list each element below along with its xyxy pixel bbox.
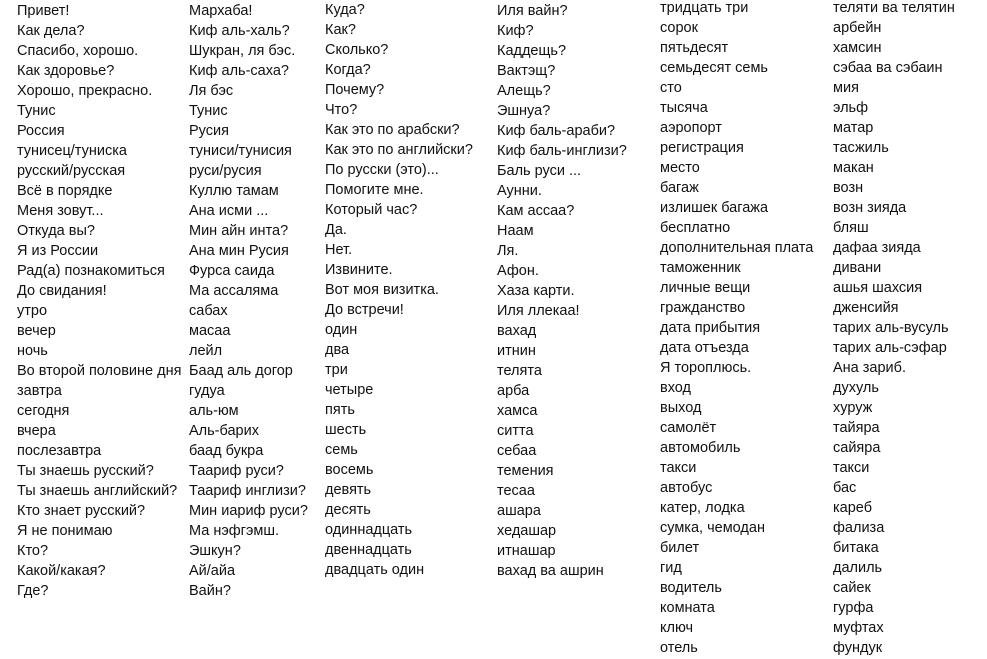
phrase-entry: вечер	[17, 323, 56, 339]
phrase-entry: Фурса саида	[189, 263, 275, 279]
phrase-entry: Ма нэфгэмш.	[189, 523, 279, 539]
phrase-column-russian-travel	[660, 0, 813, 658]
phrase-entry: Ана зариб.	[833, 360, 906, 376]
phrase-entry: По русски (это)...	[325, 162, 439, 178]
phrase-entry: кареб	[833, 500, 872, 516]
phrase-entry: сабах	[189, 303, 228, 319]
phrase-entry: дафаа зияда	[833, 240, 921, 256]
phrase-entry: Извините.	[325, 262, 393, 278]
phrase-entry: дата отъезда	[660, 340, 749, 356]
phrase-entry: автобус	[660, 480, 713, 496]
phrase-entry: темения	[497, 463, 554, 479]
phrase-entry: такси	[833, 460, 870, 476]
phrase-entry: Как?	[325, 22, 356, 38]
phrase-entry: Всё в порядке	[17, 183, 113, 199]
phrase-entry: два	[325, 342, 350, 358]
phrase-entry: ашара	[497, 503, 541, 519]
phrase-entry: девять	[325, 482, 372, 498]
phrase-entry: ашья шахсия	[833, 280, 923, 296]
phrase-entry: Как здоровье?	[17, 63, 115, 79]
phrase-entry: Спасибо, хорошо.	[17, 43, 139, 59]
phrase-entry: Киф баль-араби?	[497, 123, 616, 139]
phrase-entry: Россия	[17, 123, 65, 139]
phrase-entry: баад букра	[189, 443, 264, 459]
phrase-entry: Хорошо, прекрасно.	[17, 83, 153, 99]
phrase-entry: Ты знаешь английский?	[17, 483, 178, 499]
phrase-entry: Хаза карти.	[497, 283, 575, 299]
phrase-entry: Таариф руси?	[189, 463, 284, 479]
phrase-entry: Где?	[17, 583, 49, 599]
phrase-entry: Киф?	[497, 23, 534, 39]
phrase-entry: сорок	[660, 20, 698, 36]
phrase-entry: таможенник	[660, 260, 741, 276]
phrase-entry: семь	[325, 442, 358, 458]
phrase-entry: Баль руси ...	[497, 163, 582, 179]
phrase-entry: пять	[325, 402, 355, 418]
phrase-entry: хамсин	[833, 40, 882, 56]
phrase-entry: Мин айн инта?	[189, 223, 289, 239]
phrase-entry: бляш	[833, 220, 869, 236]
phrase-column-arabic-travel	[833, 0, 955, 658]
phrase-entry: Мин иариф руси?	[189, 503, 308, 519]
phrase-entry: Почему?	[325, 82, 385, 98]
phrase-entry: Ана мин Русия	[189, 243, 289, 259]
phrase-entry: фализа	[833, 520, 885, 536]
phrase-entry: Как это по арабски?	[325, 122, 460, 138]
phrase-entry: До встречи!	[325, 302, 404, 318]
phrase-entry: Кто?	[17, 543, 49, 559]
phrase-entry: сумка, чемодан	[660, 520, 765, 536]
phrase-entry: Афон.	[497, 263, 539, 279]
phrase-entry: Когда?	[325, 62, 371, 78]
phrase-column-russian-greetings	[17, 1, 181, 601]
phrase-entry: Откуда вы?	[17, 223, 95, 239]
phrase-entry: восемь	[325, 462, 374, 478]
phrase-entry: муфтах	[833, 620, 884, 636]
phrase-entry: Привет!	[17, 3, 70, 19]
phrase-entry: катер, лодка	[660, 500, 745, 516]
phrase-entry: итнашар	[497, 543, 556, 559]
phrase-entry: Да.	[325, 222, 347, 238]
phrase-entry: билет	[660, 540, 700, 556]
phrase-entry: лейл	[189, 343, 223, 359]
phrase-entry: Ана исми ...	[189, 203, 269, 219]
phrase-entry: гурфа	[833, 600, 874, 616]
phrase-entry: Нет.	[325, 242, 353, 258]
phrase-entry: макан	[833, 160, 874, 176]
phrase-entry: тасжиль	[833, 140, 889, 156]
phrase-entry: двеннадцать	[325, 542, 412, 558]
phrase-entry: семьдесят семь	[660, 60, 768, 76]
phrase-entry: ситта	[497, 423, 534, 439]
phrase-entry: Ты знаешь русский?	[17, 463, 154, 479]
phrase-entry: Таариф инглизи?	[189, 483, 306, 499]
phrase-entry: шесть	[325, 422, 367, 438]
phrase-column-arabic-questions-numbers	[497, 1, 627, 581]
phrase-entry: место	[660, 160, 700, 176]
phrase-entry: Аунни.	[497, 183, 542, 199]
phrase-entry: Кам ассаа?	[497, 203, 575, 219]
phrase-entry: три	[325, 362, 348, 378]
phrase-entry: багаж	[660, 180, 699, 196]
phrase-entry: водитель	[660, 580, 722, 596]
phrase-entry: комната	[660, 600, 715, 616]
phrase-entry: Эшнуа?	[497, 103, 551, 119]
phrase-entry: Сколько?	[325, 42, 389, 58]
phrase-entry: сэбаа ва сэбаин	[833, 60, 943, 76]
phrase-entry: вчера	[17, 423, 56, 439]
phrase-entry: утро	[17, 303, 48, 319]
phrase-entry: хамса	[497, 403, 538, 419]
phrase-entry: гудуа	[189, 383, 225, 399]
phrase-entry: мия	[833, 80, 859, 96]
phrase-entry: Что?	[325, 102, 358, 118]
phrase-entry: тысяча	[660, 100, 708, 116]
phrase-entry: Как дела?	[17, 23, 85, 39]
phrase-entry: одиннадцать	[325, 522, 413, 538]
phrase-entry: Тунис	[189, 103, 228, 119]
phrase-entry: завтра	[17, 383, 62, 399]
phrase-entry: Наам	[497, 223, 534, 239]
phrase-entry: аль-юм	[189, 403, 239, 419]
phrase-entry: туниси/тунисия	[189, 143, 292, 159]
phrase-entry: отель	[660, 640, 698, 656]
phrase-entry: Во второй половине дня	[17, 363, 182, 379]
phrase-entry: один	[325, 322, 358, 338]
phrase-entry: Какой/какая?	[17, 563, 106, 579]
phrase-entry: дополнительная плата	[660, 240, 814, 256]
phrase-entry: такси	[660, 460, 697, 476]
phrase-entry: Куда?	[325, 2, 365, 18]
phrase-entry: самолёт	[660, 420, 717, 436]
phrase-entry: Эшкун?	[189, 543, 241, 559]
phrase-entry: аэропорт	[660, 120, 722, 136]
phrase-entry: Вайн?	[189, 583, 231, 599]
phrase-entry: телята	[497, 363, 542, 379]
phrase-entry: Меня зовут...	[17, 203, 104, 219]
phrase-entry: возн зияда	[833, 200, 907, 216]
phrase-entry: послезавтра	[17, 443, 102, 459]
phrase-entry: дженсийя	[833, 300, 899, 316]
phrase-entry: арба	[497, 383, 530, 399]
phrase-entry: русский/русская	[17, 163, 126, 179]
phrase-entry: эльф	[833, 100, 869, 116]
phrase-entry: Русия	[189, 123, 229, 139]
phrase-entry: Тунис	[17, 103, 56, 119]
phrase-entry: ключ	[660, 620, 694, 636]
phrase-entry: сайек	[833, 580, 871, 596]
phrase-entry: Иля ллекаа!	[497, 303, 580, 319]
phrase-entry: тесаа	[497, 483, 535, 499]
phrase-entry: сто	[660, 80, 682, 96]
phrase-entry: возн	[833, 180, 864, 196]
phrase-entry: итнин	[497, 343, 536, 359]
phrase-entry: дата прибытия	[660, 320, 761, 336]
phrase-entry: Аль-барих	[189, 423, 259, 439]
phrase-entry: Ля бэс	[189, 83, 234, 99]
phrase-entry: пятьдесят	[660, 40, 729, 56]
phrase-entry: регистрация	[660, 140, 744, 156]
phrase-entry: хедашар	[497, 523, 557, 539]
phrase-column-russian-questions-numbers	[325, 0, 473, 580]
phrase-entry: сегодня	[17, 403, 70, 419]
phrase-entry: бас	[833, 480, 857, 496]
phrase-entry: тарих аль-сэфар	[833, 340, 947, 356]
phrase-entry: гражданство	[660, 300, 746, 316]
phrase-entry: Киф аль-саха?	[189, 63, 289, 79]
phrase-entry: битака	[833, 540, 879, 556]
phrase-entry: Ля.	[497, 243, 519, 259]
phrase-entry: Баад аль догор	[189, 363, 293, 379]
phrase-entry: тунисец/туниска	[17, 143, 127, 159]
phrase-entry: дивани	[833, 260, 882, 276]
phrase-entry: Который час?	[325, 202, 418, 218]
phrase-entry: руси/русия	[189, 163, 262, 179]
phrase-entry: матар	[833, 120, 874, 136]
phrase-entry: тарих аль-вусуль	[833, 320, 949, 336]
phrase-entry: тайяра	[833, 420, 880, 436]
phrase-entry: десять	[325, 502, 371, 518]
phrase-entry: арбейн	[833, 20, 882, 36]
phrase-entry: выход	[660, 400, 702, 416]
phrase-entry: фундук	[833, 640, 883, 656]
phrase-entry: тридцать три	[660, 0, 749, 16]
phrase-entry: далиль	[833, 560, 883, 576]
phrase-entry: Куллю тамам	[189, 183, 279, 199]
phrase-entry: Вот моя визитка.	[325, 282, 439, 298]
phrase-column-arabic-greetings	[189, 1, 308, 601]
phrase-entry: излишек багажа	[660, 200, 769, 216]
phrase-entry: масаа	[189, 323, 231, 339]
phrase-entry: Ма ассаляма	[189, 283, 279, 299]
phrase-entry: Я тороплюсь.	[660, 360, 752, 376]
phrase-entry: духуль	[833, 380, 879, 396]
phrase-entry: себаа	[497, 443, 537, 459]
phrase-entry: Кто знает русский?	[17, 503, 146, 519]
phrase-entry: Шукран, ля бэс.	[189, 43, 296, 59]
phrase-entry: Киф баль-инглизи?	[497, 143, 627, 159]
phrase-entry: вахад	[497, 323, 537, 339]
phrase-entry: Иля вайн?	[497, 3, 568, 19]
phrase-entry: гид	[660, 560, 682, 576]
phrase-entry: Я не понимаю	[17, 523, 113, 539]
phrase-entry: ночь	[17, 343, 48, 359]
phrase-entry: Я из России	[17, 243, 99, 259]
phrase-entry: четыре	[325, 382, 374, 398]
phrase-entry: бесплатно	[660, 220, 731, 236]
phrase-entry: Вактэщ?	[497, 63, 556, 79]
phrase-entry: хуруж	[833, 400, 873, 416]
phrase-entry: двадцать один	[325, 562, 425, 578]
phrase-entry: Как это по английски?	[325, 142, 473, 158]
phrase-entry: личные вещи	[660, 280, 751, 296]
phrase-entry: автомобиль	[660, 440, 741, 456]
phrase-entry: Помогите мне.	[325, 182, 424, 198]
phrase-entry: Киф аль-халь?	[189, 23, 290, 39]
phrase-entry: вахад ва ашрин	[497, 563, 604, 579]
phrase-entry: теляти ва телятин	[833, 0, 955, 16]
phrase-entry: Ай/айа	[189, 563, 236, 579]
phrase-entry: вход	[660, 380, 691, 396]
phrase-entry: сайяра	[833, 440, 881, 456]
phrase-entry: Рад(а) познакомиться	[17, 263, 165, 279]
phrase-entry: Каддещь?	[497, 43, 567, 59]
phrase-entry: До свидания!	[17, 283, 107, 299]
phrase-entry: Алещь?	[497, 83, 551, 99]
phrase-entry: Мархаба!	[189, 3, 253, 19]
